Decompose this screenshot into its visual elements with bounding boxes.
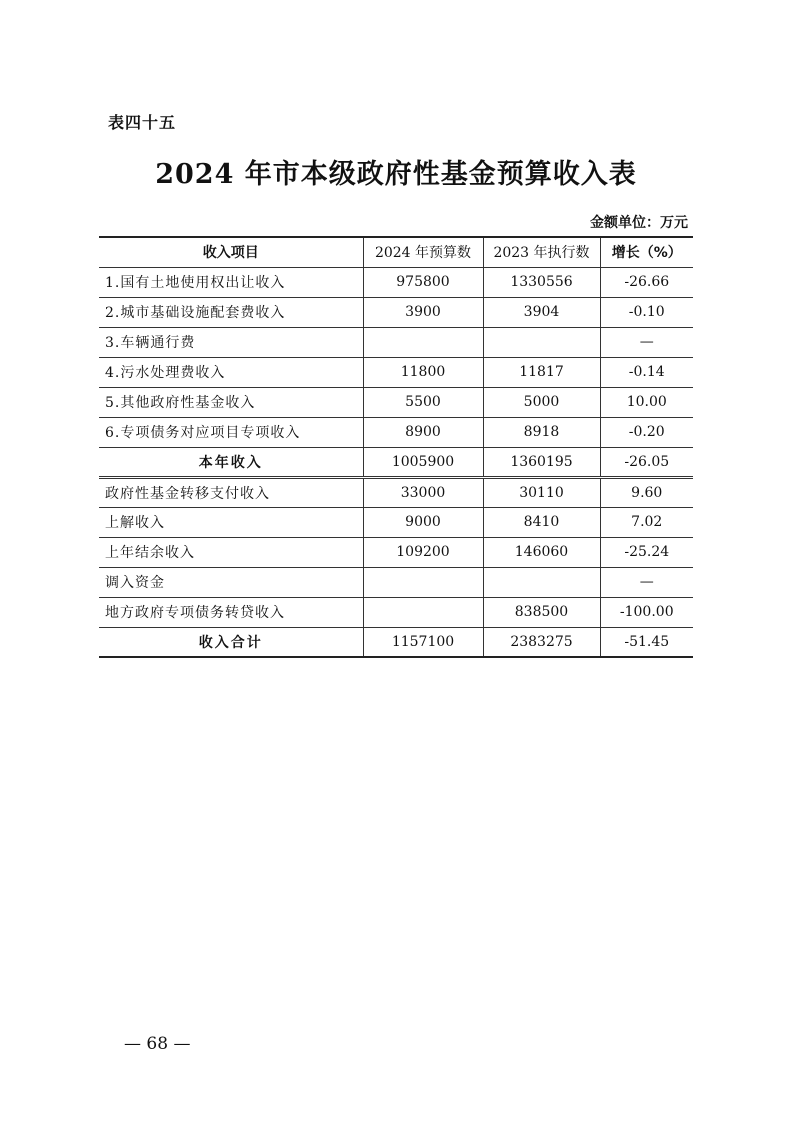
row-item-label: 5.其他政府性基金收入: [99, 387, 363, 417]
row-item-label: 收入合计: [99, 627, 363, 657]
row-growth: -25.24: [600, 537, 693, 567]
table-row: [99, 387, 693, 417]
row-growth: 10.00: [600, 387, 693, 417]
row-growth: -26.66: [600, 267, 693, 297]
row-growth: -51.45: [600, 627, 693, 657]
table-header-row: [99, 237, 693, 267]
row-budget-2024: 33000: [363, 477, 483, 507]
row-actual-2023: 838500: [483, 597, 600, 627]
row-budget-2024: 8900: [363, 417, 483, 447]
column-header-growth: 增长（%）: [600, 237, 693, 267]
row-growth: 7.02: [600, 507, 693, 537]
table-row: [99, 507, 693, 537]
row-budget-2024: 1157100: [363, 627, 483, 657]
page-title: 2024 年市本级政府性基金预算收入表: [155, 159, 637, 190]
table-row: [99, 417, 693, 447]
table-number: 表四十五: [108, 113, 177, 132]
row-budget-2024: 9000: [363, 507, 483, 537]
row-item-label: 本年收入: [99, 447, 363, 477]
table-row: [99, 357, 693, 387]
row-growth: -26.05: [600, 447, 693, 477]
row-growth: -0.14: [600, 357, 693, 387]
row-item-label: 1.国有土地使用权出让收入: [99, 267, 363, 297]
table-row: [99, 597, 693, 627]
table-row: [99, 567, 693, 597]
row-actual-2023: 8410: [483, 507, 600, 537]
row-item-label: 上解收入: [99, 507, 363, 537]
row-growth: -0.10: [600, 297, 693, 327]
row-item-label: 3.车辆通行费: [99, 327, 363, 357]
row-growth: -100.00: [600, 597, 693, 627]
row-actual-2023: 8918: [483, 417, 600, 447]
row-growth: —: [600, 567, 693, 597]
row-actual-2023: 1360195: [483, 447, 600, 477]
column-header-budget-2024: 2024 年预算数: [363, 237, 483, 267]
row-growth: —: [600, 327, 693, 357]
table-row: [99, 477, 693, 507]
row-growth: 9.60: [600, 477, 693, 507]
row-budget-2024: 1005900: [363, 447, 483, 477]
row-item-label: 政府性基金转移支付收入: [99, 477, 363, 507]
row-item-label: 上年结余收入: [99, 537, 363, 567]
table-row: [99, 267, 693, 297]
row-actual-2023: [483, 567, 600, 597]
column-header-item: 收入项目: [99, 237, 363, 267]
table-row: [99, 537, 693, 567]
column-header-actual-2023: 2023 年执行数: [483, 237, 600, 267]
row-budget-2024: 11800: [363, 357, 483, 387]
row-budget-2024: [363, 327, 483, 357]
row-actual-2023: 11817: [483, 357, 600, 387]
row-budget-2024: 975800: [363, 267, 483, 297]
row-budget-2024: 3900: [363, 297, 483, 327]
row-actual-2023: 30110: [483, 477, 600, 507]
row-actual-2023: 5000: [483, 387, 600, 417]
row-item-label: 调入资金: [99, 567, 363, 597]
page-number: — 68 —: [124, 1034, 191, 1054]
row-actual-2023: [483, 327, 600, 357]
row-item-label: 地方政府专项债务转贷收入: [99, 597, 363, 627]
table-row: [99, 327, 693, 357]
row-budget-2024: [363, 597, 483, 627]
row-budget-2024: 5500: [363, 387, 483, 417]
row-item-label: 2.城市基础设施配套费收入: [99, 297, 363, 327]
row-actual-2023: 3904: [483, 297, 600, 327]
total-row: [99, 627, 693, 657]
row-item-label: 6.专项债务对应项目专项收入: [99, 417, 363, 447]
table-row: [99, 297, 693, 327]
unit-note: 金额单位：万元: [590, 215, 688, 231]
subtotal-row: [99, 447, 693, 477]
row-growth: -0.20: [600, 417, 693, 447]
budget-revenue-table: [99, 236, 693, 658]
row-budget-2024: 109200: [363, 537, 483, 567]
row-actual-2023: 1330556: [483, 267, 600, 297]
row-actual-2023: 2383275: [483, 627, 600, 657]
row-item-label: 4.污水处理费收入: [99, 357, 363, 387]
row-budget-2024: [363, 567, 483, 597]
table-body: [99, 267, 693, 657]
row-actual-2023: 146060: [483, 537, 600, 567]
